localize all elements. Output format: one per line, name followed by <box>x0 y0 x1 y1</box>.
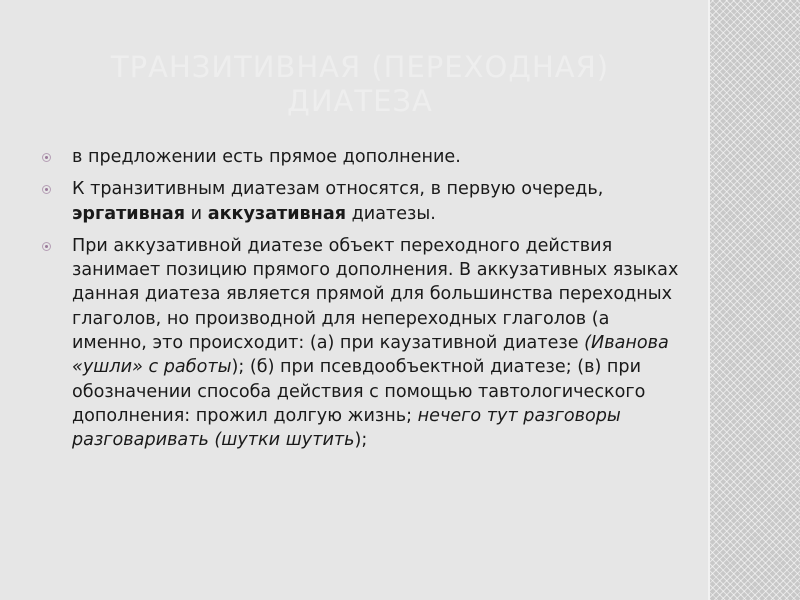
bullet-text-part: При аккузативной диатезе объект переходного действия занимает позицию прямого дополнения. В аккузативных языках данная диатеза является прямой для большинства переходных глаголов, но производной для непереходных глаголов (а именно, это происходит: (а) при каузативной диатезе <box>72 235 679 354</box>
bullet-text-part: ); <box>354 430 368 451</box>
slide-title: ТРАНЗИТИВНАЯ (ПЕРЕХОДНАЯ) ДИАТЕЗА <box>110 50 610 118</box>
decorative-side-stripe <box>710 0 800 600</box>
term-ergative: эргативная <box>72 203 186 224</box>
bullet-text-part: ); (б) при псевдообъектной диатезе; (в) при обозначении способа действия с помощью тавтологического дополнения: прожил долгую жизнь; <box>72 357 646 426</box>
bullet-item-3 <box>40 234 680 453</box>
circle-bullet-icon <box>42 242 51 251</box>
bullet-text-part: и <box>185 203 208 224</box>
bullet-item-2 <box>40 177 680 226</box>
term-accusative: аккузативная <box>207 203 347 224</box>
circle-bullet-icon <box>42 185 51 194</box>
bullet-item-1 <box>40 145 680 169</box>
example-italic: нечего тут разговоры разговаривать (шутки шутить <box>72 405 621 451</box>
bullet-text-part: диатезы. <box>346 203 436 224</box>
bullet-text: в предложении есть прямое дополнение. <box>72 147 461 167</box>
example-italic: (Иванова «ушли» с работы <box>72 333 669 378</box>
bullet-list <box>40 145 680 461</box>
bullet-text-part: К транзитивным диатезам относятся, в первую очередь, <box>72 179 604 200</box>
circle-bullet-icon <box>42 153 51 162</box>
